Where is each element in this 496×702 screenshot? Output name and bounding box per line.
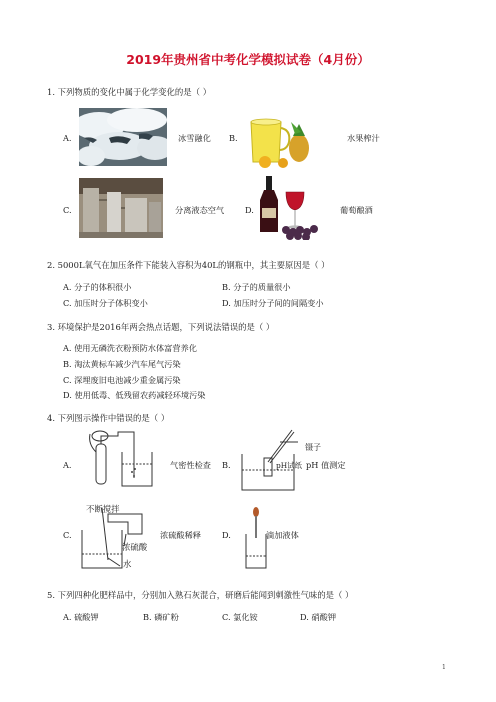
q1-option-d-caption: 葡萄酿酒: [340, 205, 373, 215]
question-2-text: 2. 5000L氧气在加压条件下能装入容积为40L的钢瓶中，其主要原因是（ ）: [47, 260, 330, 270]
q4-option-a-letter: A.: [63, 460, 72, 470]
q1-option-c-caption: 分离液态空气: [175, 205, 225, 215]
q3-option-a: A. 使用无磷洗衣粉预防水体富营养化: [63, 343, 197, 353]
q1-option-a-letter: A.: [63, 133, 72, 143]
q4-option-c-letter: C.: [63, 530, 72, 540]
keep-stirring-label: 不断搅拌: [86, 504, 120, 514]
fruit-juice-image: [243, 108, 315, 168]
question-1-text: 1. 下列物质的变化中属于化学变化的是（ ）: [47, 87, 212, 97]
q5-option-b: B. 磷矿粉: [143, 612, 179, 622]
q3-option-d: D. 使用低毒、低残留农药减轻环境污染: [63, 390, 206, 400]
q1-option-b-caption: 水果榨汁: [347, 133, 380, 143]
wine-and-grapes-image: [258, 174, 328, 240]
concentrated-acid-label: 浓硫酸: [122, 542, 148, 552]
question-4-text: 4. 下列图示操作中错误的是（ ）: [47, 413, 170, 423]
q4-option-c-caption: 浓硫酸稀释: [160, 530, 201, 540]
q4-option-d-caption: 滴加液体: [266, 530, 299, 540]
page-title: 2019年贵州省中考化学模拟试卷（4月份）: [126, 52, 370, 67]
q1-option-a-caption: 冰雪融化: [178, 133, 211, 143]
q5-option-a: A. 硫酸钾: [63, 612, 99, 622]
q3-option-c: C. 深埋废旧电池减少重金属污染: [63, 375, 181, 385]
tweezers-label: 镊子: [305, 443, 321, 452]
q4-option-b-caption: pH 值测定: [306, 460, 346, 470]
q1-option-b-letter: B.: [229, 133, 238, 143]
q4-option-a-caption: 气密性检查: [170, 460, 211, 470]
airtightness-check-diagram: [78, 430, 160, 490]
q4-option-d-letter: D.: [222, 530, 231, 540]
question-3-text: 3. 环境保护是2016年两会热点话题，下列说法错误的是（ ）: [47, 322, 275, 332]
q2-option-a: A. 分子的体积很小: [63, 282, 132, 292]
q1-option-c-letter: C.: [63, 205, 72, 215]
snow-melting-image: [79, 108, 167, 166]
q5-option-d: D. 硝酸钾: [300, 612, 337, 622]
page-number: 1: [442, 664, 446, 671]
ph-paper-label: pH试纸: [276, 461, 302, 470]
water-label: 水: [123, 559, 132, 569]
liquid-air-separation-plant-image: [79, 178, 163, 238]
q2-option-c: C. 加压时分子体积变小: [63, 298, 148, 308]
q1-option-d-letter: D.: [245, 205, 254, 215]
q4-option-b-letter: B.: [222, 460, 231, 470]
q3-option-b: B. 淘汰黄标车减少汽车尾气污染: [63, 359, 181, 369]
q5-option-c: C. 氯化铵: [222, 612, 258, 622]
q2-option-d: D. 加压时分子间的间隔变小: [222, 298, 324, 308]
q2-option-b: B. 分子的质量很小: [222, 282, 291, 292]
question-5-text: 5. 下列四种化肥样品中，分别加入熟石灰混合，研磨后能闻到刺激性气味的是（ ）: [47, 590, 354, 600]
